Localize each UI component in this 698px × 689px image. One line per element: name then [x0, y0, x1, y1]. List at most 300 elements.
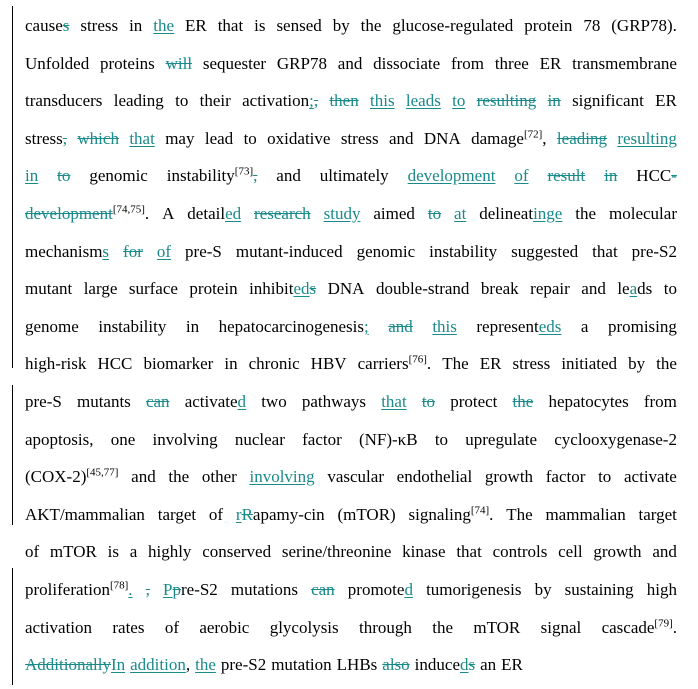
text-run: the [360, 16, 382, 35]
word [25, 580, 133, 600]
word [337, 505, 395, 525]
word [50, 542, 97, 562]
text-line [25, 317, 677, 337]
word [224, 354, 237, 374]
tracked-insertion: resulting [617, 128, 677, 148]
word [558, 542, 583, 562]
text-run: mutants [76, 392, 131, 411]
word [604, 166, 617, 186]
word [146, 392, 170, 412]
text-run: transmembrane [572, 53, 677, 73]
word [338, 54, 363, 74]
text-run: delineat [479, 204, 534, 223]
word [545, 505, 625, 525]
text-run: a [129, 542, 138, 562]
tracked-insertion: study [323, 204, 361, 223]
tracked-insertion: addition [130, 655, 186, 675]
word [111, 430, 136, 450]
word [408, 166, 496, 186]
text-run: that [456, 542, 482, 562]
text-run: promote [347, 580, 405, 599]
tracked-insertion: d [404, 580, 413, 599]
word [392, 16, 513, 36]
text-run: protein [524, 16, 573, 35]
text-run: pre-S2 [220, 655, 267, 675]
word [235, 430, 285, 450]
text-line [25, 655, 677, 675]
text-run: sensed [276, 16, 322, 35]
word [25, 129, 67, 149]
word [602, 618, 677, 638]
word [186, 317, 199, 337]
text-run: signaling [408, 504, 471, 524]
word [477, 91, 537, 111]
text-run: (COX-2) [25, 467, 87, 487]
tracked-deletion: Additionally [25, 655, 111, 675]
word [426, 580, 521, 600]
text-run: leading [113, 91, 164, 111]
word [254, 204, 311, 224]
text-line [25, 430, 677, 450]
text-run: promising [607, 316, 677, 336]
text-run: . [144, 204, 150, 223]
text-run: activate [624, 467, 677, 487]
word [479, 204, 562, 224]
text-run: ER [655, 91, 677, 111]
word [376, 279, 469, 299]
word [203, 54, 266, 74]
word [218, 16, 244, 36]
word [108, 542, 119, 562]
tracked-deletion: - [671, 166, 677, 186]
word [632, 242, 677, 262]
word [493, 542, 548, 562]
text-run: may [165, 128, 195, 148]
tracked-deletion: s [309, 279, 317, 299]
text-run: . [672, 617, 677, 637]
text-run: rates [112, 617, 145, 637]
word [157, 242, 171, 262]
text-run: a [580, 316, 589, 336]
word [373, 54, 440, 74]
word [328, 279, 365, 299]
word [100, 54, 155, 74]
text-run: re-S2 [180, 580, 218, 599]
word [129, 129, 155, 149]
word [370, 91, 395, 111]
text-run: to [434, 429, 449, 449]
tracked-deletion: the [512, 392, 534, 411]
word [530, 279, 570, 299]
word [97, 354, 132, 374]
word [514, 166, 528, 186]
tracked-deletion: to [421, 392, 436, 411]
text-run: involving [152, 429, 218, 449]
word [130, 542, 138, 562]
tracked-insertion: that [381, 392, 407, 411]
text-run: mammalian [545, 504, 626, 524]
word [209, 505, 223, 525]
text-run: in [224, 354, 238, 374]
word [388, 317, 413, 337]
word [249, 279, 316, 299]
text-line [25, 467, 677, 487]
text-run: by [332, 16, 350, 35]
word [25, 279, 72, 299]
text-line [25, 54, 677, 74]
word [114, 91, 164, 111]
word [485, 467, 533, 487]
word [25, 655, 125, 675]
tracked-insertion: ed [225, 204, 242, 223]
word [242, 91, 318, 111]
text-run: that [592, 241, 618, 261]
word [236, 242, 343, 262]
tracked-insertion: in [25, 166, 39, 186]
tracked-insertion: P [163, 580, 173, 599]
text-run: apamy-cin [252, 504, 325, 524]
text-run: represent [476, 316, 539, 336]
text-run: tumorigenesis [426, 580, 522, 599]
text-run: of [25, 542, 40, 562]
text-run: HBV [310, 354, 347, 374]
word [244, 129, 257, 149]
text-line [25, 129, 677, 149]
text-run: ER [479, 354, 502, 374]
text-run: vascular [327, 467, 384, 487]
tracked-deletion: and [388, 316, 413, 336]
word [373, 204, 415, 224]
text-run: nuclear [234, 429, 285, 449]
word [261, 392, 287, 412]
text-run: instability [98, 316, 167, 336]
text-run: . [489, 504, 494, 524]
word [609, 204, 677, 224]
word [424, 129, 461, 149]
text-run: cause [25, 16, 63, 35]
text-line [25, 204, 677, 224]
word [548, 91, 561, 111]
text-run: (NF)-κB [358, 429, 418, 449]
text-run: that [217, 16, 244, 35]
word [175, 91, 188, 111]
word [513, 392, 534, 412]
text-run: stress [25, 128, 63, 148]
text-run: genomic [89, 166, 148, 186]
word [581, 317, 589, 337]
text-run: endothelial [396, 467, 473, 487]
word [189, 279, 237, 299]
text-run: mutation [271, 655, 332, 675]
tracked-deletion: R [241, 504, 253, 524]
word [547, 166, 585, 186]
text-run: LHBs [336, 655, 378, 675]
text-run: their [199, 91, 231, 111]
tracked-insertion: of [514, 166, 529, 186]
word [572, 91, 644, 111]
text-run: proteins [100, 53, 155, 73]
tracked-deletion: in [547, 91, 561, 111]
text-run: cyclooxygenase-2 [554, 429, 677, 449]
word [320, 166, 389, 186]
word [664, 279, 677, 299]
word [89, 166, 148, 186]
tracked-deletion: also [382, 655, 410, 675]
word [276, 16, 321, 36]
word [456, 542, 482, 562]
text-run: induce [414, 655, 460, 675]
word [557, 129, 607, 149]
text-run: the [168, 467, 190, 487]
word [358, 354, 432, 374]
text-run: to [175, 91, 189, 111]
text-run: ultimately [319, 166, 389, 186]
tracked-deletion: development [25, 204, 113, 223]
word [546, 467, 586, 487]
word [652, 542, 677, 562]
word [575, 204, 596, 224]
word [647, 580, 677, 600]
tracked-insertion: involving [249, 467, 315, 487]
word [143, 354, 213, 374]
word [480, 354, 502, 374]
text-run: significant [572, 91, 644, 111]
text-run: activation [25, 617, 93, 637]
text-run: stress [340, 128, 379, 148]
text-run: serine/threonine [281, 542, 392, 562]
tracked-deletion: s [62, 16, 70, 35]
text-line [25, 279, 677, 299]
text-run: chronic [248, 354, 300, 374]
tracked-deletion: , [313, 91, 319, 111]
change-bar [12, 568, 13, 685]
word [611, 16, 677, 36]
text-run: and [276, 166, 301, 186]
text-run: cascade [601, 617, 655, 637]
word [168, 467, 189, 487]
text-run: and [581, 279, 606, 299]
text-run: is [107, 542, 119, 562]
text-run: factor [302, 429, 342, 449]
text-run: activation [242, 91, 310, 111]
word [501, 655, 523, 675]
word [583, 16, 600, 36]
text-run: high [646, 580, 677, 599]
text-line [25, 354, 677, 374]
word [311, 354, 347, 374]
word [130, 655, 190, 675]
word [471, 129, 546, 149]
tracked-insertion: . [128, 580, 133, 599]
tracked-insertion: inge [533, 204, 563, 223]
word [565, 580, 634, 600]
citation-superscript: [76] [408, 353, 427, 366]
text-run: target [638, 504, 677, 524]
citation-superscript: [78] [109, 579, 129, 592]
text-run: stress [80, 16, 119, 35]
word [25, 505, 145, 525]
tracked-insertion: ; [364, 316, 369, 336]
word [231, 580, 298, 600]
text-line [25, 16, 677, 36]
word [636, 166, 677, 186]
text-run: from [643, 392, 677, 411]
word [480, 655, 496, 675]
word [581, 279, 606, 299]
text-run: , [185, 655, 191, 675]
word [185, 392, 246, 412]
text-run: The [442, 354, 469, 374]
word [512, 354, 550, 374]
word [644, 392, 677, 412]
text-run: instability [166, 166, 235, 186]
tracked-deletion: then [329, 91, 359, 111]
word [451, 54, 484, 74]
text-run: HCC [636, 166, 672, 186]
text-run: an [480, 655, 497, 675]
text-run: mutations [230, 580, 298, 599]
word [195, 655, 216, 675]
text-run: ER [501, 655, 523, 675]
text-run: HCC [97, 354, 133, 374]
word [25, 54, 89, 74]
tracked-deletion: to [57, 166, 71, 186]
word [406, 91, 441, 111]
word [598, 467, 611, 487]
word [77, 129, 119, 149]
word [185, 242, 222, 262]
word [617, 129, 677, 149]
word [202, 542, 271, 562]
text-run: upregulate [465, 429, 538, 449]
word [435, 430, 448, 450]
word [452, 91, 465, 111]
word [506, 505, 532, 525]
word [359, 430, 418, 450]
tracked-insertion: s [102, 241, 110, 261]
word [271, 655, 331, 675]
word [25, 16, 69, 36]
citation-superscript: [79] [654, 616, 673, 629]
text-run: in [185, 316, 200, 336]
word [200, 91, 231, 111]
word [270, 618, 339, 638]
word [329, 91, 358, 111]
word [572, 54, 677, 74]
text-run: and [388, 128, 414, 148]
text-run: and [131, 467, 156, 487]
word [199, 618, 249, 638]
text-run: (mTOR) [337, 504, 396, 524]
text-run: proliferation [25, 580, 110, 599]
word [450, 392, 497, 412]
text-run: genomic [356, 241, 416, 261]
word [163, 580, 218, 600]
word [187, 204, 241, 224]
text-line [25, 505, 677, 525]
text-run: glucose-regulated [392, 16, 514, 35]
text-run: pre-S [25, 392, 62, 411]
text-run: is [254, 16, 266, 35]
text-run: transducers [25, 91, 103, 111]
word [25, 618, 92, 638]
text-run: . [426, 354, 432, 374]
word [511, 242, 578, 262]
tracked-insertion: of [156, 241, 172, 261]
word [402, 542, 445, 562]
text-run: of [208, 504, 224, 524]
tracked-insertion: r [235, 504, 242, 524]
word [381, 392, 407, 412]
word [359, 618, 412, 638]
word [333, 16, 350, 36]
word [25, 354, 86, 374]
word [608, 317, 677, 337]
citation-superscript: [74] [470, 504, 490, 517]
text-run: by [534, 580, 552, 599]
text-run: through [359, 617, 412, 637]
tracked-deletion: which [77, 128, 119, 148]
word [185, 16, 207, 36]
text-run: and [652, 542, 677, 562]
word [476, 317, 561, 337]
word [277, 54, 327, 74]
tracked-insertion: the [153, 16, 175, 35]
tracked-deletion: will [165, 53, 193, 73]
word [481, 279, 519, 299]
word [221, 655, 266, 675]
tracked-deletion: p [172, 580, 181, 599]
tracked-insertion: d [460, 655, 469, 675]
text-run: (GRP78). [611, 16, 677, 35]
word [592, 242, 618, 262]
text-line [25, 91, 677, 111]
word [249, 467, 314, 487]
text-run: activate [184, 392, 238, 411]
text-run: le [617, 279, 630, 299]
text-run: two [261, 392, 287, 411]
word [337, 655, 378, 675]
text-run: the [575, 204, 597, 223]
word [524, 16, 572, 36]
tracked-insertion: leads [405, 91, 441, 111]
word [432, 317, 457, 337]
text-line [25, 542, 677, 562]
text-run: pathways [301, 392, 367, 411]
text-run: molecular [609, 204, 677, 223]
word [123, 242, 143, 262]
text-run: ds [637, 279, 653, 299]
text-line [25, 392, 677, 412]
text-run: three [494, 53, 529, 73]
word [205, 129, 233, 149]
text-run: to [598, 467, 612, 487]
text-run: the [656, 354, 677, 374]
text-run: ER [185, 16, 207, 35]
text-run: repair [530, 279, 570, 299]
word [162, 204, 174, 224]
word [541, 618, 582, 638]
word [656, 354, 677, 374]
text-run: sequester [202, 53, 267, 73]
text-run: DNA [423, 128, 461, 148]
word [548, 392, 628, 412]
word [302, 392, 366, 412]
word [382, 655, 409, 675]
tracked-insertion: ed [293, 279, 310, 299]
word [311, 580, 335, 600]
text-run: sustaining [564, 580, 634, 599]
